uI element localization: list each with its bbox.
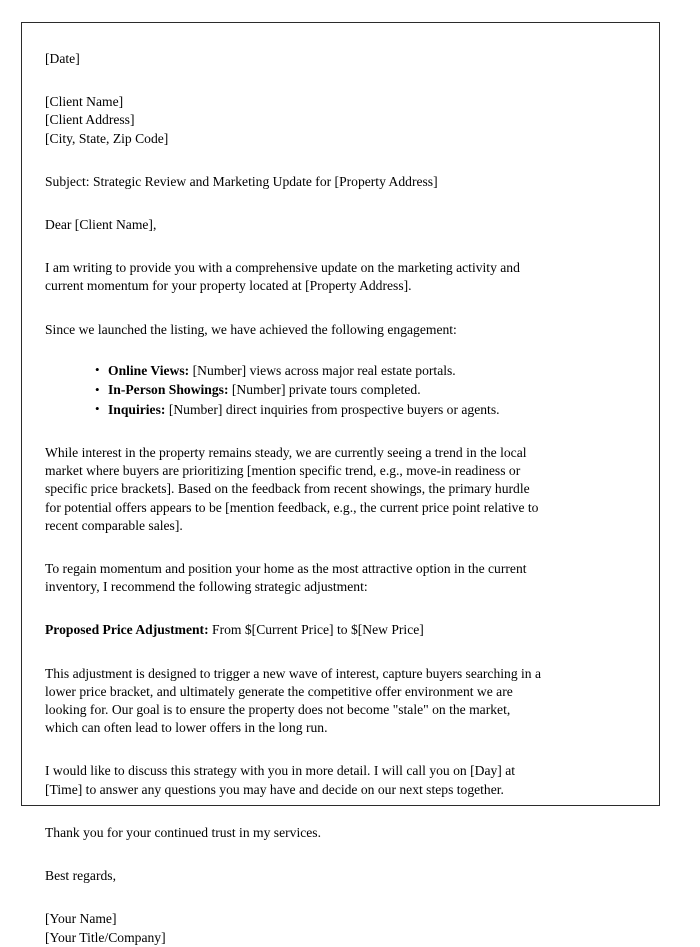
thank-you-text: Thank you for your continued trust in my services. [45, 824, 321, 840]
recommendation-line-2: inventory, I recommend the following strategic adjustment: [45, 579, 368, 595]
rationale-line-4: which can often lead to lower offers in the long run. [45, 720, 328, 736]
market-trend-line-5: recent comparable sales]. [45, 517, 183, 533]
signature-name: [Your Name] [45, 911, 117, 927]
closing-text: Best regards, [45, 868, 116, 884]
price-adjustment-line [45, 621, 613, 639]
engagement-list [45, 361, 613, 419]
date-placeholder: [Date] [45, 51, 80, 66]
list-item [95, 361, 613, 380]
rationale-line-1: This adjustment is designed to trigger a new wave of interest, capture buyers searching in a [45, 665, 542, 681]
engagement-item-label: In-Person Showings: [108, 382, 229, 398]
rationale-line-3: looking for. Our goal is to ensure the property does not become "stale" on the market, [45, 702, 511, 718]
closing-line [45, 867, 613, 885]
market-trend-line-3: specific price brackets]. Based on the feedback from recent showings, the primary hurdle [45, 481, 530, 497]
salutation-text: Dear [Client Name], [45, 217, 157, 233]
recommendation-paragraph [45, 560, 613, 596]
engagement-item-value: [Number] private tours completed. [231, 382, 421, 398]
engagement-item-label: Inquiries: [108, 401, 166, 417]
engagement-item-label: Online Views: [108, 362, 190, 378]
list-item [95, 400, 613, 419]
price-adjustment-label: Proposed Price Adjustment: [45, 622, 209, 638]
recipient-city-state-zip: [City, State, Zip Code] [45, 130, 169, 146]
price-adjustment-wrapper [45, 621, 613, 639]
rationale-line-2: lower price bracket, and ultimately generate the competitive offer environment we are [45, 683, 513, 699]
intro-line-2: current momentum for your property located at [Property Address]. [45, 278, 412, 294]
letter-body [45, 33, 613, 947]
engagement-lead-text: Since we launched the listing, we have achieved the following engagement: [45, 321, 457, 337]
salutation [45, 216, 613, 234]
rationale-paragraph [45, 665, 613, 738]
recipient-address: [Client Address] [45, 112, 135, 128]
price-adjustment-value: From $[Current Price] to $[New Price] [208, 622, 424, 638]
list-item [95, 380, 613, 399]
thank-you-line [45, 824, 613, 842]
recipient-address-block [45, 93, 613, 148]
recipient-name: [Client Name] [45, 94, 124, 110]
engagement-item-value: [Number] direct inquiries from prospective buyers or agents. [168, 401, 500, 417]
letter-page [21, 22, 660, 945]
subject-line [45, 173, 613, 191]
market-trend-line-1: While interest in the property remains steady, we are currently seeing a trend in the local [45, 445, 527, 461]
intro-line-1: I am writing to provide you with a comprehensive update on the marketing activity and [45, 260, 520, 276]
signature-title: [Your Title/Company] [45, 929, 166, 945]
market-trend-line-4: for potential offers appears to be [mention feedback, e.g., the current price point relative to [45, 499, 539, 515]
engagement-lead-in [45, 321, 613, 339]
market-trend-line-2: market where buyers are prioritizing [mention specific trend, e.g., move-in readiness or [45, 463, 521, 479]
market-trend-paragraph [45, 444, 613, 535]
intro-paragraph [45, 259, 613, 295]
subject-text: Subject: Strategic Review and Marketing Update for [Property Address] [45, 173, 438, 189]
signature-block [45, 910, 613, 946]
date-block [45, 50, 613, 68]
next-steps-line-2: [Time] to answer any questions you may have and decide on our next steps together. [45, 781, 504, 797]
recommendation-line-1: To regain momentum and position your home as the most attractive option in the current [45, 561, 527, 577]
next-steps-paragraph [45, 762, 613, 798]
next-steps-line-1: I would like to discuss this strategy with you in more detail. I will call you on [Day] at [45, 763, 516, 779]
engagement-item-value: [Number] views across major real estate portals. [192, 362, 456, 378]
